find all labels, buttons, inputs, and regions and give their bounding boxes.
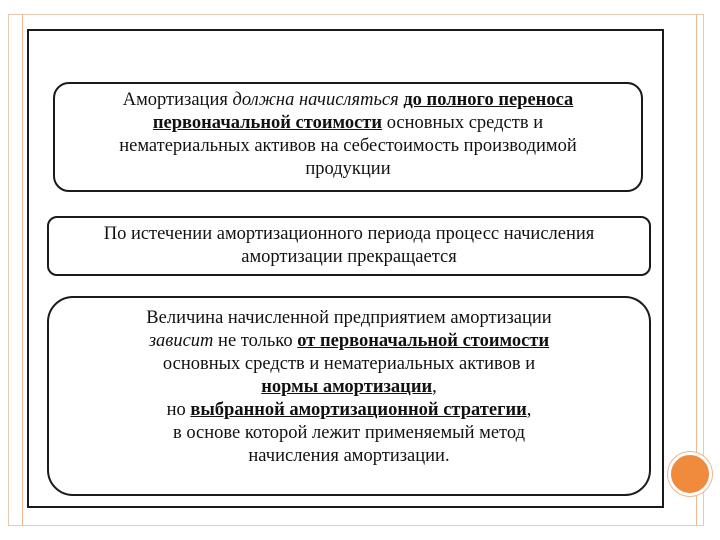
emphasis-fragment: выбранной амортизационной стратегии [190, 400, 527, 420]
emphasis-fragment: до полного переноса [403, 90, 574, 110]
depreciation-rule-box [53, 82, 643, 192]
emphasis-fragment: от первоначальной стоимости [297, 331, 550, 351]
text-fragment: основных средств и [382, 113, 544, 133]
box3-line-3: основных средств и нематериальных активов и [162, 354, 536, 374]
box3-line-2 [49, 330, 649, 353]
emphasis-fragment: нормы амортизации [261, 377, 433, 397]
emphasis-fragment: первоначальной стоимости [152, 113, 383, 133]
text-fragment: , [432, 377, 437, 397]
text-fragment: не только [213, 331, 298, 351]
box3-line-6: в основе которой лежит применяемый метод [172, 423, 526, 443]
box2-line-2: амортизации прекращается [241, 247, 457, 267]
box2-line-1: По истечении амортизационного периода процесс начисления [103, 224, 595, 244]
box3-line-5 [49, 399, 649, 422]
period-end-box [47, 216, 651, 276]
scanned-figure [27, 29, 664, 508]
slide-right-rule [696, 14, 697, 526]
text-fragment: Амортизация [122, 90, 233, 110]
text-fragment: но [166, 400, 191, 420]
italic-fragment: зависит [148, 331, 214, 351]
box1-line-3: нематериальных активов на себестоимость производимой [119, 136, 577, 156]
decorative-circle [668, 452, 712, 496]
amount-dependency-box [47, 296, 651, 496]
box3-line-4 [49, 376, 649, 399]
slide-left-rule [22, 14, 23, 526]
box3-line-1: Величина начисленной предприятием амортизации [146, 308, 552, 328]
box1-line-4: продукции [305, 159, 391, 179]
text-fragment: , [526, 400, 532, 420]
italic-fragment: должна начисляться [232, 90, 399, 110]
box3-line-7: начисления амортизации. [248, 446, 450, 466]
box1-line-1 [55, 89, 641, 112]
box1-line-2 [55, 112, 641, 135]
